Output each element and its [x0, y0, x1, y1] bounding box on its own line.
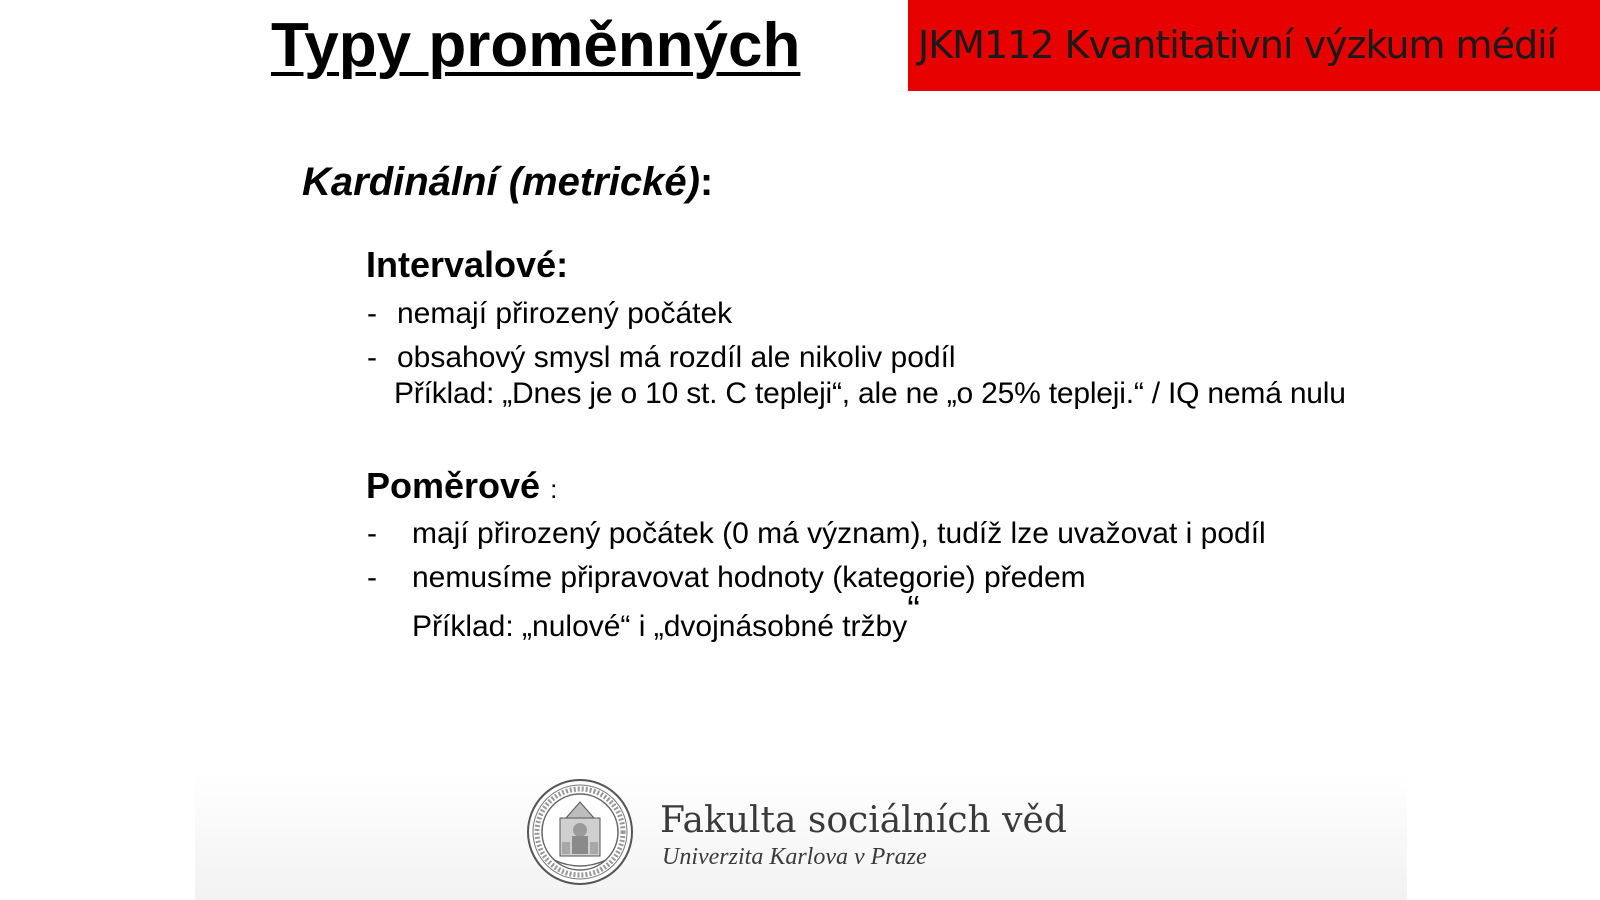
- course-banner-text: JKM112 Kvantitativní výzkum médií: [918, 23, 1557, 67]
- interval-bullet-1-marker: -: [367, 297, 377, 330]
- ratio-bullet-2-marker: -: [367, 561, 377, 594]
- interval-example: Příklad: „Dnes je o 10 st. C tepleji“, ale ne „o 25% tepleji.“ / IQ nemá nulu: [394, 377, 1346, 410]
- interval-bullet-1: nemají přirozený počátek: [397, 297, 733, 330]
- ratio-heading: [366, 464, 557, 511]
- ratio-heading-label: Poměrové: [366, 465, 541, 506]
- interval-bullet-2: obsahový smysl má rozdíl ale nikoliv podíl: [397, 341, 956, 374]
- ratio-bullet-1: mají přirozený počátek (0 má význam), tudíž lze uvažovat i podíl: [412, 517, 1266, 550]
- ratio-heading-colon: :: [550, 474, 558, 504]
- ratio-example-text: Příklad: „nulové“ i „dvojnásobné tržby: [412, 610, 908, 643]
- ratio-bullet-2: nemusíme připravovat hodnoty (kategorie) předem: [412, 561, 1086, 594]
- section-heading: [302, 156, 713, 208]
- university-seal-icon: [526, 778, 634, 886]
- ratio-example-quote: “: [907, 589, 920, 631]
- ratio-bullet-1-marker: -: [367, 517, 377, 550]
- interval-heading: Intervalové:: [366, 244, 569, 285]
- university-name: Univerzita Karlova v Praze: [662, 844, 927, 870]
- faculty-name: Fakulta sociálních věd: [660, 800, 1067, 841]
- interval-bullet-2-marker: -: [367, 341, 377, 374]
- ratio-example: [412, 589, 920, 645]
- section-heading-colon: :: [699, 160, 714, 204]
- slide-title: Typy proměnných: [271, 11, 801, 80]
- section-heading-label: Kardinální (metrické): [302, 160, 700, 204]
